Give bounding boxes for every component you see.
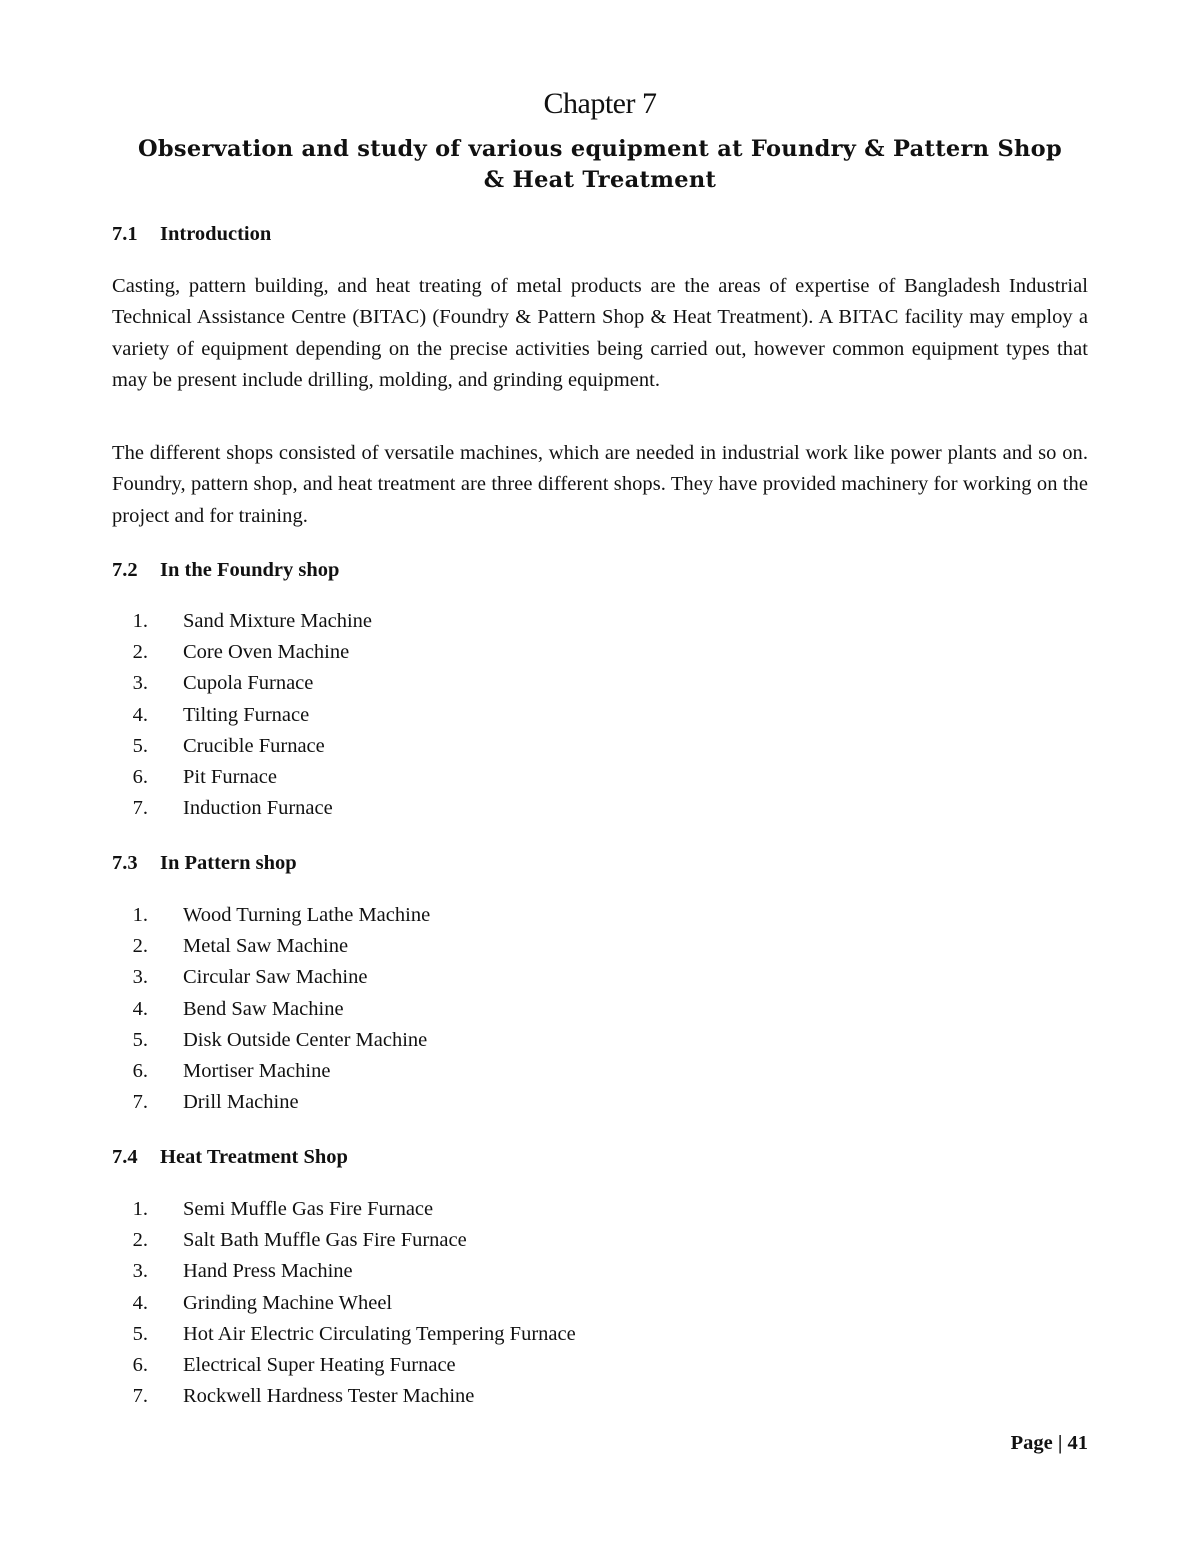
list-item-number: 2.	[132, 641, 148, 664]
list-item-label: Drill Machine	[183, 1091, 299, 1114]
list-item	[112, 1225, 576, 1256]
list-item-label: Bend Saw Machine	[183, 997, 344, 1020]
pattern-equipment-list	[112, 900, 430, 1118]
list-item-number: 7.	[132, 1385, 148, 1408]
heat-treatment-equipment-list	[112, 1194, 576, 1412]
list-item-label: Pit Furnace	[183, 765, 277, 788]
list-item	[112, 606, 372, 637]
section-heading-heat-treatment-shop	[112, 1143, 348, 1171]
list-item	[112, 700, 372, 731]
list-item-number: 1.	[132, 1198, 148, 1220]
list-item	[112, 731, 372, 762]
list-item	[112, 1350, 576, 1381]
section-title: In Pattern shop	[160, 852, 297, 874]
section-number: 7.2	[112, 559, 138, 581]
list-item	[112, 1256, 576, 1287]
list-item-label: Cupola Furnace	[183, 672, 314, 695]
list-item-number: 3.	[132, 1260, 148, 1283]
list-item-number: 3.	[132, 672, 148, 695]
list-item	[112, 793, 372, 824]
document-page	[112, 0, 1088, 1553]
foundry-equipment-list	[112, 606, 372, 824]
list-item-label: Semi Muffle Gas Fire Furnace	[183, 1198, 434, 1220]
list-item-number: 2.	[132, 935, 148, 958]
list-item-number: 2.	[132, 1229, 148, 1252]
list-item	[112, 1025, 430, 1056]
list-item	[112, 1381, 576, 1412]
list-item-label: Hand Press Machine	[183, 1260, 353, 1283]
list-item-number: 6.	[132, 1059, 148, 1082]
list-item-label: Salt Bath Muffle Gas Fire Furnace	[183, 1229, 467, 1252]
list-item	[112, 962, 430, 993]
list-item-number: 6.	[132, 765, 148, 788]
list-item-label: Wood Turning Lathe Machine	[183, 904, 431, 926]
intro-paragraph-1: Casting, pattern building, and heat treating of metal products are the areas of expertise of Bangladesh Industrial Technical Assistance Centre (BITAC) (Foundry & Pattern Shop & Heat Treatment). A BITAC facility may employ a variety of equipment depending on the precise activities being carried out, however common equipment types that may be present include drilling, molding, and grinding equipment.	[112, 275, 1088, 391]
section-number: 7.4	[112, 1146, 138, 1168]
list-item-label: Mortiser Machine	[183, 1059, 331, 1082]
list-item-number: 3.	[132, 966, 148, 989]
list-item	[112, 1087, 430, 1118]
list-item	[112, 637, 372, 668]
list-item-label: Grinding Machine Wheel	[183, 1291, 393, 1314]
list-item-number: 5.	[132, 734, 148, 757]
list-item	[112, 668, 372, 699]
section-title: Heat Treatment Shop	[160, 1146, 348, 1168]
page-number: Page | 41	[1010, 1432, 1088, 1454]
list-item-number: 1.	[132, 610, 148, 632]
intro-paragraph-2: The different shops consisted of versatile machines, which are needed in industrial work like power plants and so on. Foundry, pattern shop, and heat treatment are three different shops. They have provided machinery for working on the project and for training.	[112, 442, 1088, 527]
section-title: Introduction	[160, 223, 272, 245]
list-item-number: 6.	[132, 1353, 148, 1376]
chapter-subtitle-line-1: Observation and study of various equipment at Foundry & Pattern Shop	[137, 136, 1063, 162]
list-item-number: 5.	[132, 1028, 148, 1051]
list-item-label: Core Oven Machine	[183, 641, 350, 664]
list-item-label: Sand Mixture Machine	[183, 610, 373, 632]
list-item-label: Circular Saw Machine	[183, 966, 368, 989]
list-item-number: 7.	[132, 797, 148, 820]
list-item	[112, 1288, 576, 1319]
list-item-number: 4.	[132, 703, 148, 726]
list-item-label: Induction Furnace	[183, 797, 333, 820]
chapter-title: Chapter 7	[543, 87, 657, 120]
list-item	[112, 1319, 576, 1350]
list-item-number: 4.	[132, 997, 148, 1020]
list-item-number: 5.	[132, 1322, 148, 1345]
list-item-label: Electrical Super Heating Furnace	[183, 1353, 456, 1376]
section-heading-introduction	[112, 220, 271, 248]
list-item	[112, 994, 430, 1025]
section-title: In the Foundry shop	[160, 559, 340, 581]
chapter-subtitle-line-2: & Heat Treatment	[483, 167, 717, 193]
list-item	[112, 931, 430, 962]
list-item	[112, 762, 372, 793]
list-item-number: 7.	[132, 1091, 148, 1114]
list-item-label: Disk Outside Center Machine	[183, 1028, 428, 1051]
section-heading-pattern-shop	[112, 849, 297, 877]
section-number: 7.3	[112, 852, 138, 874]
list-item-label: Rockwell Hardness Tester Machine	[183, 1385, 475, 1408]
list-item-label: Tilting Furnace	[183, 703, 310, 726]
list-item-number: 4.	[132, 1291, 148, 1314]
chapter-subtitle	[112, 134, 1088, 196]
list-item-number: 1.	[132, 904, 148, 926]
list-item	[112, 900, 430, 931]
list-item-label: Metal Saw Machine	[183, 935, 349, 958]
list-item-label: Hot Air Electric Circulating Tempering Furnace	[183, 1322, 576, 1345]
list-item	[112, 1194, 576, 1225]
list-item-label: Crucible Furnace	[183, 734, 325, 757]
section-number: 7.1	[112, 223, 138, 245]
section-heading-foundry-shop	[112, 556, 339, 584]
list-item	[112, 1056, 430, 1087]
